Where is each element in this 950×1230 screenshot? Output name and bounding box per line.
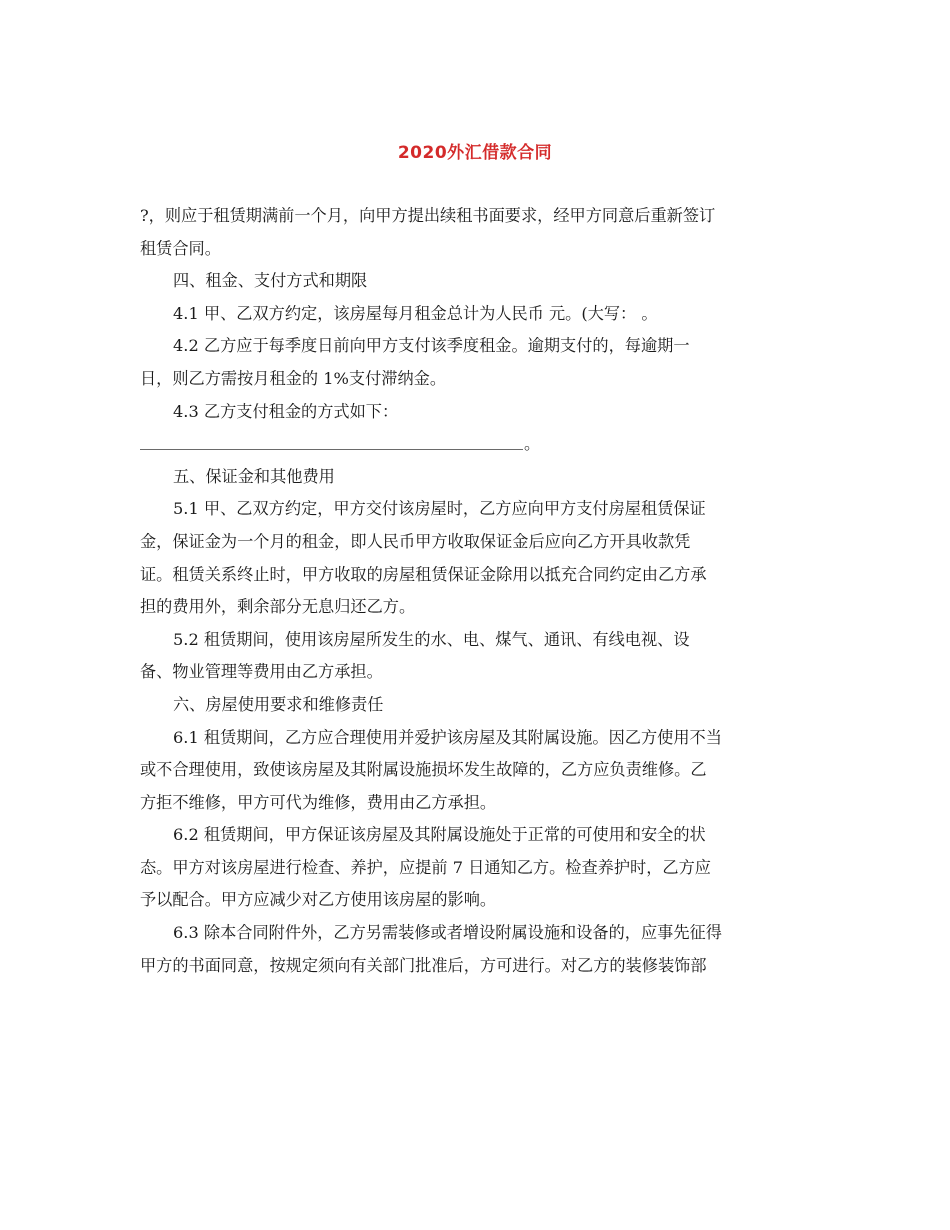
text-line: 态。甲方对该房屋进行检查、养护，应提前 7 日通知乙方。检查养护时，乙方应 (140, 857, 711, 877)
paragraph (140, 819, 810, 917)
text-line: 金，保证金为一个月的租金，即人民币甲方收取保证金后应向乙方开具收款凭 (140, 531, 691, 551)
text-line: 5.1 甲、乙双方约定，甲方交付该房屋时，乙方应向甲方支付房屋租赁保证 (173, 499, 706, 519)
text-line: 日，则乙方需按月租金的 1%支付滞纳金。 (140, 368, 447, 388)
text-line: 备、物业管理等费用由乙方承担。 (140, 662, 383, 682)
fill-in-blank-line (140, 428, 810, 461)
text-line: 证。租赁关系终止时，甲方收取的房屋租赁保证金除用以抵充合同约定由乙方承 (140, 564, 707, 584)
paragraph (140, 624, 810, 689)
paragraph (140, 330, 810, 395)
text-line: 担的费用外，剩余部分无息归还乙方。 (140, 597, 416, 617)
text-line: 六、房屋使用要求和维修责任 (173, 694, 384, 714)
text-line: 方拒不维修，甲方可代为维修，费用由乙方承担。 (140, 792, 497, 812)
paragraph (140, 722, 810, 820)
text-line: 四、租金、支付方式和期限 (173, 271, 368, 291)
blank-underline (140, 449, 523, 450)
text-line: 甲方的书面同意，按规定须向有关部门批准后，方可进行。对乙方的装修装饰部 (140, 955, 707, 975)
text-line: 或不合理使用，致使该房屋及其附属设施损坏发生故障的，乙方应负责维修。乙 (140, 760, 707, 780)
text-line: 5.2 租赁期间，使用该房屋所发生的水、电、煤气、通讯、有线电视、设 (173, 629, 690, 649)
document-body (140, 200, 810, 982)
text-line: 租赁合同。 (140, 238, 221, 258)
text-line: 6.2 租赁期间，甲方保证该房屋及其附属设施处于正常的可使用和安全的状 (173, 825, 706, 845)
text-line: 五、保证金和其他费用 (173, 466, 335, 486)
text-line: 4.3 乙方支付租金的方式如下： (173, 401, 399, 421)
text-line: 6.1 租赁期间，乙方应合理使用并爱护该房屋及其附属设施。因乙方使用不当 (173, 727, 722, 747)
text-line: 予以配合。甲方应减少对乙方使用该房屋的影响。 (140, 890, 497, 910)
paragraph (140, 689, 810, 722)
text-line: 4.2 乙方应于每季度日前向甲方支付该季度租金。逾期支付的，每逾期一 (173, 336, 690, 356)
blank-end-mark: 。 (524, 434, 541, 454)
paragraph (140, 493, 810, 623)
text-line: 6.3 除本合同附件外，乙方另需装修或者增设附属设施和设备的，应事先征得 (173, 923, 722, 943)
paragraph (140, 461, 810, 494)
paragraph (140, 396, 810, 429)
document-title: 2020外汇借款合同 (397, 143, 553, 163)
text-line: 4.1 甲、乙双方约定，该房屋每月租金总计为人民币 元。(大写： 。 (173, 303, 658, 323)
paragraph (140, 298, 810, 331)
paragraph (140, 200, 810, 265)
text-line: ?，则应于租赁期满前一个月，向甲方提出续租书面要求，经甲方同意后重新签订 (140, 206, 716, 225)
paragraph (140, 917, 810, 982)
paragraph (140, 265, 810, 298)
